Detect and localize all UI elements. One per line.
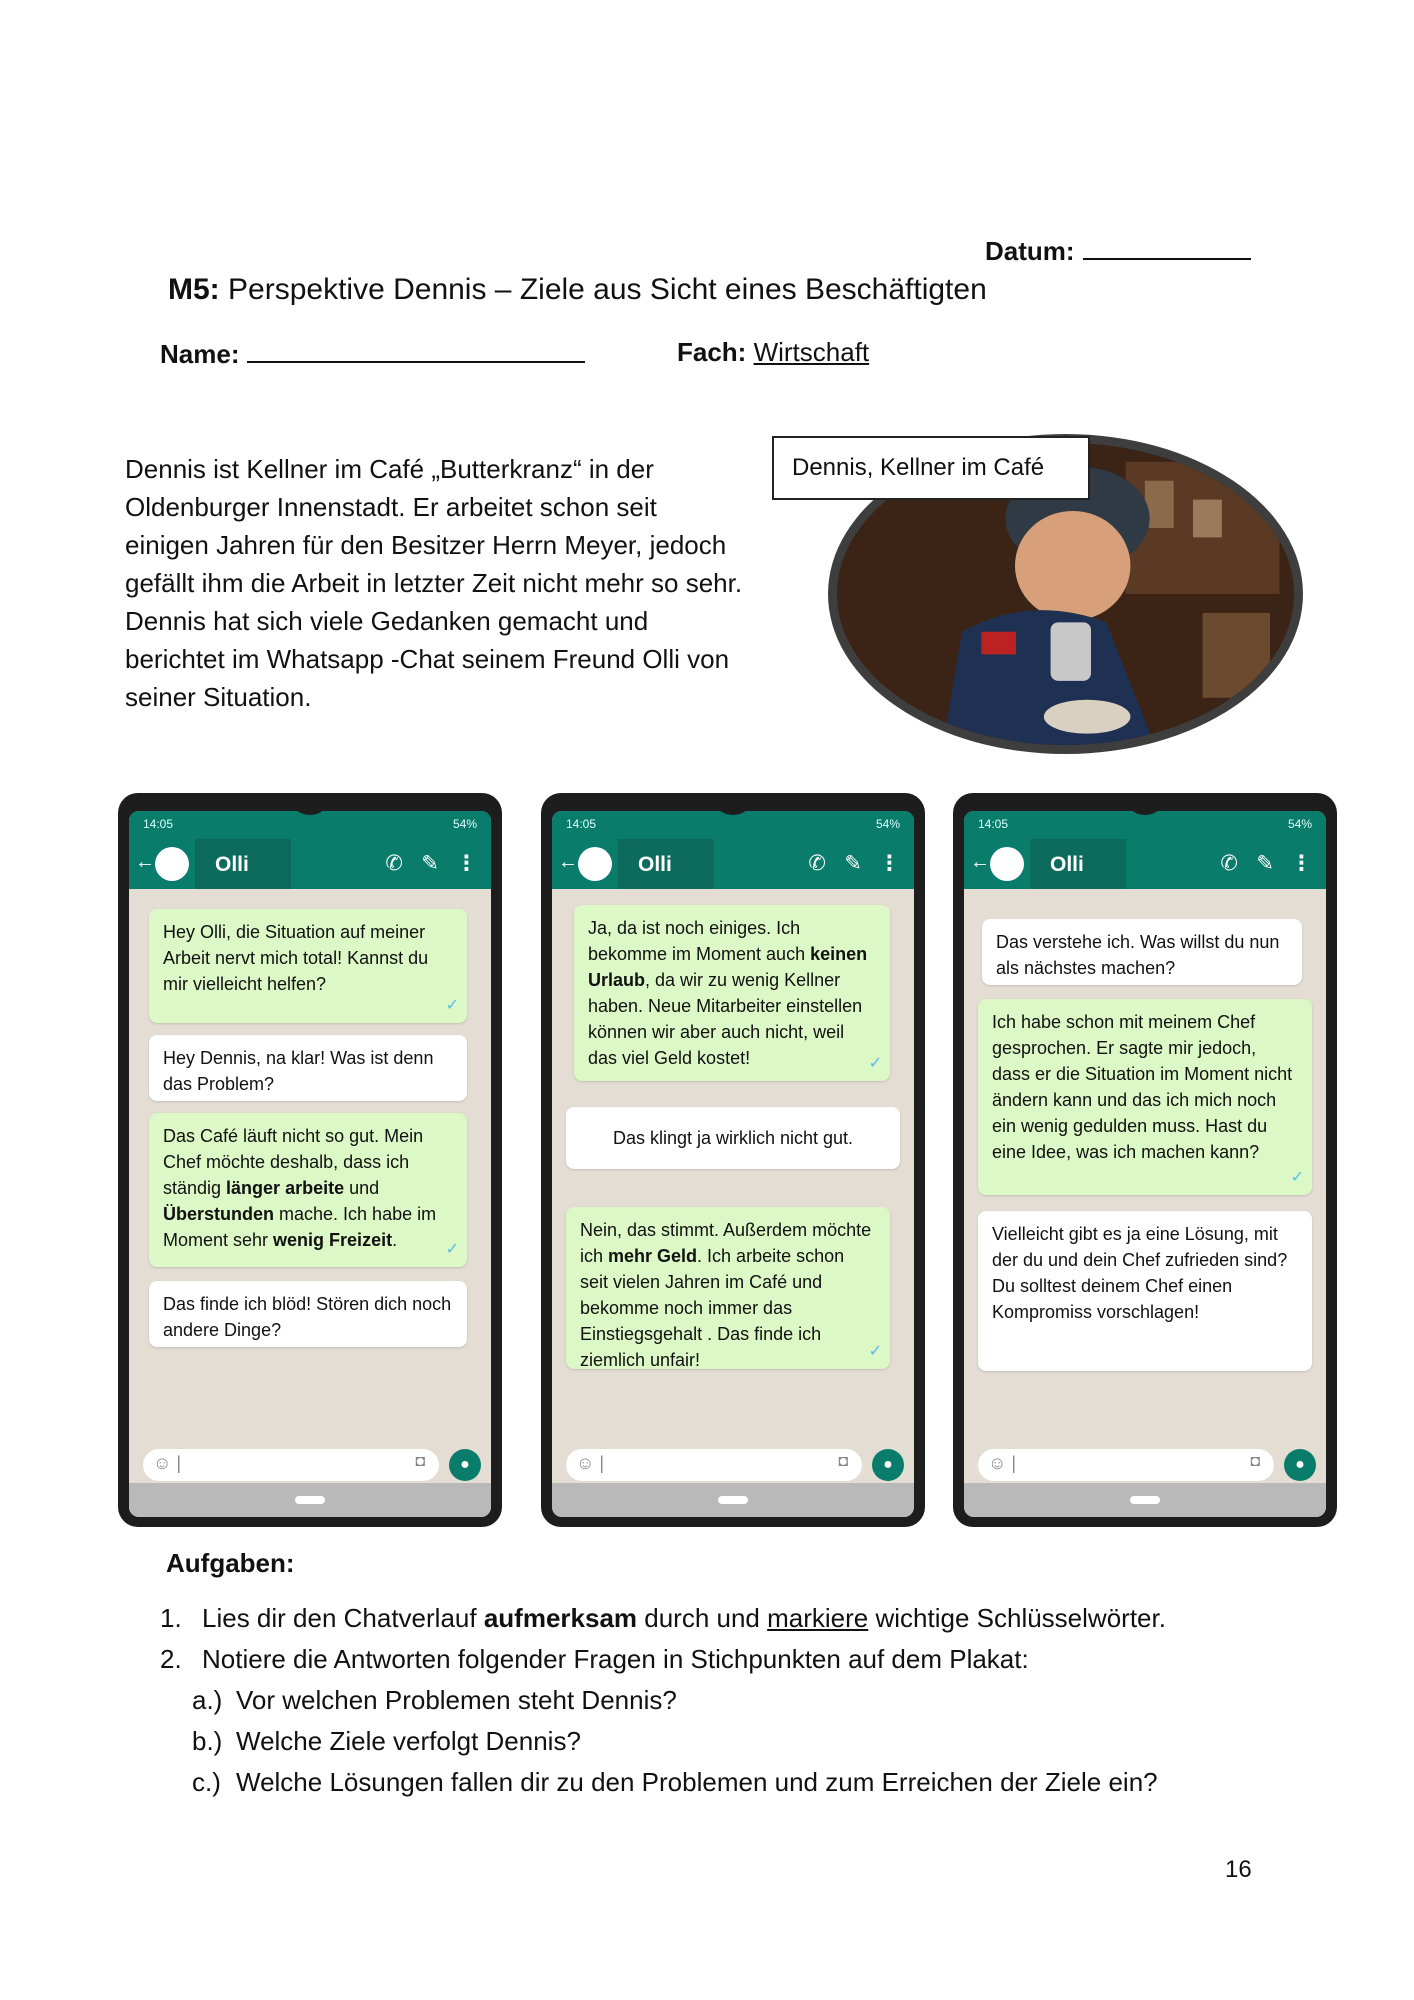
avatar[interactable] — [155, 847, 189, 881]
chat-header — [129, 839, 491, 889]
phone-screen — [552, 811, 914, 1517]
photo-caption: Dennis, Kellner im Café — [772, 436, 1090, 500]
subject-label: Fach: — [677, 337, 747, 367]
message-text: Nein, das stimmt. Außerdem möchte ich — [580, 1220, 872, 1266]
more-vertical-icon[interactable]: ⋮ — [1291, 852, 1312, 875]
message-bubble — [149, 1035, 467, 1101]
microphone-icon[interactable]: ● — [872, 1449, 904, 1481]
message-text: , da wir zu wenig Kellner haben. Neue Mitarbeiter einstellen können wir aber auch nicht, weil das viel Geld kostet! — [588, 970, 863, 1068]
microphone-icon[interactable]: ● — [449, 1449, 481, 1481]
name-label: Name: — [160, 339, 240, 369]
status-battery: 54% — [875, 817, 900, 831]
task-text: durch und — [637, 1603, 768, 1633]
more-vertical-icon[interactable]: ⋮ — [456, 852, 477, 875]
task-underlined: markiere — [767, 1603, 869, 1633]
subtask-number: b.) — [192, 1726, 223, 1756]
phone-screen — [964, 811, 1326, 1517]
worksheet-title — [168, 273, 987, 307]
phone-chat-2 — [541, 793, 925, 1527]
subject-field — [677, 337, 869, 368]
home-pill[interactable] — [718, 1496, 748, 1504]
microphone-icon[interactable]: ● — [1284, 1449, 1316, 1481]
message-keyword: keinen Urlaub — [588, 944, 868, 990]
chat-area — [129, 889, 491, 1451]
chat-header — [964, 839, 1326, 889]
message-text: Das klingt ja wirklich nicht gut. — [612, 1128, 854, 1148]
message-text: . Ich arbeite schon seit vielen Jahren im Café und bekomme noch immer das Einstiegsgehalt . Das finde ich ziemlich unfair! — [580, 1246, 845, 1370]
page-number: 16 — [1225, 1856, 1252, 1883]
camera-icon[interactable]: ◘ — [415, 1453, 425, 1470]
message-bubble — [978, 1211, 1312, 1371]
task-text: Lies dir den Chatverlauf — [202, 1603, 484, 1633]
contact-name[interactable]: Olli — [215, 853, 249, 876]
paperclip-icon[interactable]: ✎ — [421, 852, 439, 875]
status-bar — [129, 811, 491, 839]
message-keyword: wenig Freizeit — [273, 1230, 393, 1250]
camera-icon[interactable]: ◘ — [1250, 1453, 1260, 1470]
task-number: 2. — [160, 1644, 182, 1674]
task-2a — [160, 1680, 1360, 1721]
message-text: und — [344, 1178, 380, 1198]
message-bubble — [566, 1207, 890, 1369]
task-text: Notiere die Antworten folgender Fragen in Stichpunkten auf dem Plakat: — [202, 1644, 1029, 1674]
status-battery: 54% — [452, 817, 477, 831]
status-bar — [552, 811, 914, 839]
chat-area — [964, 889, 1326, 1451]
message-text: Ich habe schon mit meinem Chef gesprochen. Er sagte mir jedoch, dass er die Situation im Moment nicht ändern kann und das ich mich noch ein wenig gedulden muss. Hast du eine Idee, was ich machen kann? — [992, 1012, 1293, 1162]
tasks-heading: Aufgaben: — [166, 1548, 295, 1578]
task-emphasis: aufmerksam — [483, 1603, 638, 1633]
message-bubble — [566, 1107, 900, 1169]
chat-area — [552, 889, 914, 1451]
message-input-bar — [964, 1447, 1326, 1483]
task-text: wichtige Schlüsselwörter. — [868, 1603, 1166, 1633]
status-time: 14:05 — [143, 817, 174, 831]
message-input-bar — [129, 1447, 491, 1483]
subtask-number: a.) — [192, 1685, 223, 1715]
subtask-text: Welche Lösungen fallen dir zu den Problemen und zum Erreichen der Ziele ein? — [236, 1767, 1158, 1797]
phone-call-icon[interactable]: ✆ — [385, 852, 403, 875]
chat-header — [552, 839, 914, 889]
phone-screen — [129, 811, 491, 1517]
paperclip-icon[interactable]: ✎ — [844, 852, 862, 875]
task-2 — [160, 1639, 1360, 1680]
contact-name[interactable]: Olli — [1050, 853, 1084, 876]
task-list — [160, 1598, 1360, 1803]
message-bubble — [149, 1113, 467, 1267]
message-bubble — [149, 1281, 467, 1347]
intro-paragraph: Dennis ist Kellner im Café „Butterkranz“ in der Oldenburger Innenstadt. Er arbeitet schon seit einigen Jahren für den Besitzer Herrn Meyer, jedoch gefällt ihm die Arbeit in letzter Zeit nicht mehr so sehr. Dennis hat sich viele Gedanken gemacht und berichtet im Whatsapp -Chat seinem Freund Olli von seiner Situation. — [125, 454, 743, 712]
android-nav-bar — [552, 1483, 914, 1517]
phone-chat-1 — [118, 793, 502, 1527]
title-code: M5: — [168, 273, 220, 306]
subtask-number: c.) — [192, 1767, 221, 1797]
android-nav-bar — [129, 1483, 491, 1517]
phone-call-icon[interactable]: ✆ — [1220, 852, 1238, 875]
task-1 — [160, 1598, 1360, 1639]
status-bar — [964, 811, 1326, 839]
message-text: . — [392, 1230, 398, 1250]
read-check-icon: ✓ — [445, 1241, 459, 1258]
task-number: 1. — [160, 1603, 182, 1633]
phone-chat-3 — [953, 793, 1337, 1527]
message-text: Hey Olli, die Situation auf meiner Arbeit nervt mich total! Kannst du mir vielleicht helfen? — [163, 922, 429, 994]
paperclip-icon[interactable]: ✎ — [1256, 852, 1274, 875]
message-bubble — [982, 919, 1302, 985]
avatar[interactable] — [578, 847, 612, 881]
subtask-text: Vor welchen Problemen steht Dennis? — [236, 1685, 677, 1715]
read-check-icon: ✓ — [1290, 1169, 1304, 1186]
message-keyword: länger arbeite — [226, 1178, 345, 1198]
android-nav-bar — [964, 1483, 1326, 1517]
message-text: Vielleicht gibt es ja eine Lösung, mit der du und dein Chef zufrieden sind? Du solltest deinem Chef einen Kompromiss vorschlagen! — [992, 1224, 1288, 1322]
subject-value: Wirtschaft — [753, 337, 870, 367]
phone-call-icon[interactable]: ✆ — [808, 852, 826, 875]
read-check-icon: ✓ — [868, 1055, 882, 1072]
date-field — [985, 234, 1251, 267]
camera-icon[interactable]: ◘ — [838, 1453, 848, 1470]
message-bubble — [978, 999, 1312, 1195]
read-check-icon: ✓ — [868, 1343, 882, 1360]
more-vertical-icon[interactable]: ⋮ — [879, 852, 900, 875]
message-text: Das finde ich blöd! Stören dich noch andere Dinge? — [163, 1294, 452, 1340]
message-input[interactable]: ☺ | ◘ — [566, 1449, 862, 1481]
message-bubble — [149, 909, 467, 1023]
message-keyword: Überstunden — [163, 1204, 275, 1224]
back-arrow-icon[interactable]: ← — [970, 851, 990, 873]
name-field — [160, 337, 585, 370]
message-text: Das verstehe ich. Was willst du nun als nächstes machen? — [996, 932, 1280, 978]
message-keyword: mehr Geld — [608, 1246, 698, 1266]
task-2b — [160, 1721, 1360, 1762]
status-time: 14:05 — [978, 817, 1009, 831]
message-input-bar — [552, 1447, 914, 1483]
message-text: Hey Dennis, na klar! Was ist denn das Problem? — [163, 1048, 434, 1094]
home-pill[interactable] — [1130, 1496, 1160, 1504]
message-input[interactable]: ☺ | ◘ — [143, 1449, 439, 1481]
message-text: Ja, da ist noch einiges. Ich bekomme im Moment auch — [588, 918, 811, 964]
back-arrow-icon[interactable]: ← — [135, 851, 155, 873]
task-2c — [160, 1762, 1360, 1803]
message-text: mache. Ich habe im Moment sehr — [163, 1204, 437, 1250]
message-bubble — [574, 905, 890, 1081]
read-check-icon: ✓ — [445, 997, 459, 1014]
date-blank-line — [1083, 234, 1251, 260]
subtask-text: Welche Ziele verfolgt Dennis? — [236, 1726, 581, 1756]
title-text: Perspektive Dennis – Ziele aus Sicht eines Beschäftigten — [228, 273, 987, 306]
status-time: 14:05 — [566, 817, 597, 831]
back-arrow-icon[interactable]: ← — [558, 851, 578, 873]
contact-name[interactable]: Olli — [638, 853, 672, 876]
status-battery: 54% — [1287, 817, 1312, 831]
date-label: Datum: — [985, 236, 1075, 266]
message-input[interactable]: ☺ | ◘ — [978, 1449, 1274, 1481]
name-blank-line — [247, 337, 585, 363]
avatar[interactable] — [990, 847, 1024, 881]
home-pill[interactable] — [295, 1496, 325, 1504]
message-text: Das Café läuft nicht so gut. Mein Chef möchte deshalb, dass ich ständig — [163, 1126, 424, 1198]
